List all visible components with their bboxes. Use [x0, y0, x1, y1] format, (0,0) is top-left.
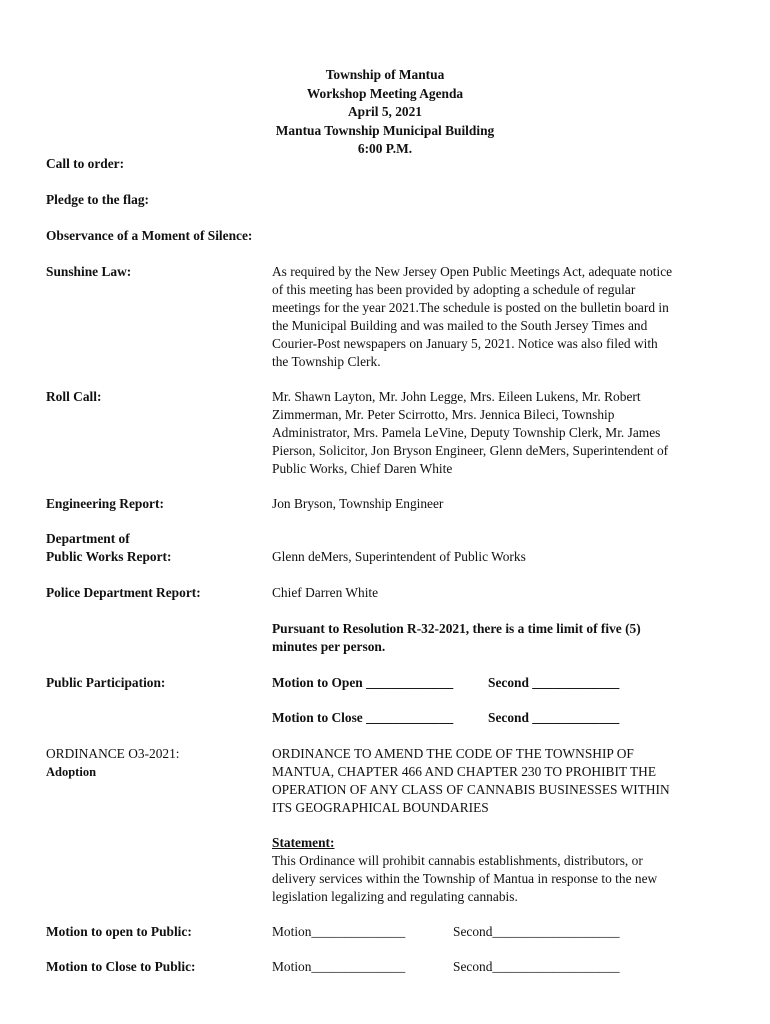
resolution-note [272, 620, 732, 656]
motion-close-public-field[interactable]: Motion______________ [272, 959, 406, 974]
motion-open-public-field[interactable]: Motion______________ [272, 924, 406, 939]
statement-line: delivery services within the Township of Mantua in response to the new [272, 871, 658, 886]
moment-of-silence-label: Observance of a Moment of Silence: [46, 228, 253, 243]
ordinance-title-line: ITS GEOGRAPHICAL BOUNDARIES [272, 800, 489, 815]
public-participation-label: Public Participation: [46, 675, 166, 690]
statement-heading: Statement: [272, 835, 335, 850]
statement-line: legislation legalizing and regulating cannabis. [272, 889, 518, 904]
roll-call-text [272, 388, 732, 478]
township-name: Township of Mantua [325, 67, 445, 82]
sunshine-line: the Municipal Building and was mailed to the South Jersey Times and [272, 318, 648, 333]
ordinance-title-line: ORDINANCE TO AMEND THE CODE OF THE TOWNSHIP OF [272, 746, 634, 761]
motion-to-open-field[interactable]: Motion to Open _____________ [272, 675, 454, 690]
sunshine-law-label: Sunshine Law: [46, 264, 132, 279]
engineering-report-label: Engineering Report: [46, 496, 164, 511]
ordinance-title-line: MANTUA, CHAPTER 466 AND CHAPTER 230 TO PROHIBIT THE [272, 764, 657, 779]
ordinance-title-line: OPERATION OF ANY CLASS OF CANNABIS BUSINESSES WITHIN [272, 782, 670, 797]
meeting-location: Mantua Township Municipal Building [275, 122, 495, 138]
roll-call-line: Administrator, Mrs. Pamela LeVine, Deputy Township Clerk, Mr. James [272, 425, 661, 440]
resolution-line: Pursuant to Resolution R-32-2021, there is a time limit of five (5) [272, 621, 641, 636]
sunshine-law-text [272, 263, 732, 371]
dpw-label-line: Public Works Report: [46, 549, 172, 564]
roll-call-line: Zimmerman, Mr. Peter Scirrotto, Mrs. Jennica Bileci, Township [272, 407, 615, 422]
agenda-header [0, 66, 770, 159]
statement-line: This Ordinance will prohibit cannabis establishments, distributors, or [272, 853, 643, 868]
ordinance-title [272, 745, 732, 817]
roll-call-line: Pierson, Solicitor, Jon Bryson Engineer, Glenn deMers, Superintendent of [272, 443, 669, 458]
sunshine-line: Courier-Post newspapers on January 5, 2021. Notice was also filed with [272, 336, 658, 351]
roll-call-line: Public Works, Chief Daren White [272, 461, 453, 476]
meeting-date: April 5, 2021 [347, 104, 423, 119]
motion-close-public-label: Motion to Close to Public: [46, 959, 196, 974]
sunshine-line: of this meeting has been provided by adopting a schedule of regular [272, 282, 636, 297]
sunshine-line: the Township Clerk. [272, 354, 381, 369]
police-report-label: Police Department Report: [46, 585, 201, 600]
dpw-label-line: Department of [46, 531, 130, 546]
meeting-time: 6:00 P.M. [357, 141, 413, 156]
sunshine-line: meetings for the year 2021.The schedule is posted on the bulletin board in [272, 300, 669, 315]
motion-open-public-label: Motion to open to Public: [46, 924, 192, 939]
second-open-field[interactable]: Second _____________ [488, 675, 620, 690]
motion-to-close-field[interactable]: Motion to Close _____________ [272, 710, 454, 725]
second-close-public-field[interactable]: Second___________________ [453, 959, 620, 974]
ordinance-label: ORDINANCE O3-2021: [46, 746, 180, 761]
agenda-title: Workshop Meeting Agenda [306, 85, 464, 101]
resolution-line: minutes per person. [272, 639, 386, 654]
engineering-report-value: Jon Bryson, Township Engineer [272, 496, 444, 511]
pledge-label: Pledge to the flag: [46, 192, 150, 207]
ordinance-statement [272, 834, 732, 906]
roll-call-line: Mr. Shawn Layton, Mr. John Legge, Mrs. Eileen Lukens, Mr. Robert [272, 389, 641, 404]
call-to-order-label: Call to order: [46, 156, 125, 171]
ordinance-sublabel: Adoption [46, 765, 97, 779]
second-close-field[interactable]: Second _____________ [488, 710, 620, 725]
second-open-public-field[interactable]: Second___________________ [453, 924, 620, 939]
dpw-report-label [46, 530, 171, 566]
police-report-value: Chief Darren White [272, 585, 379, 600]
roll-call-label: Roll Call: [46, 389, 102, 404]
sunshine-line: As required by the New Jersey Open Public Meetings Act, adequate notice [272, 264, 673, 279]
dpw-report-value: Glenn deMers, Superintendent of Public Works [272, 549, 526, 564]
